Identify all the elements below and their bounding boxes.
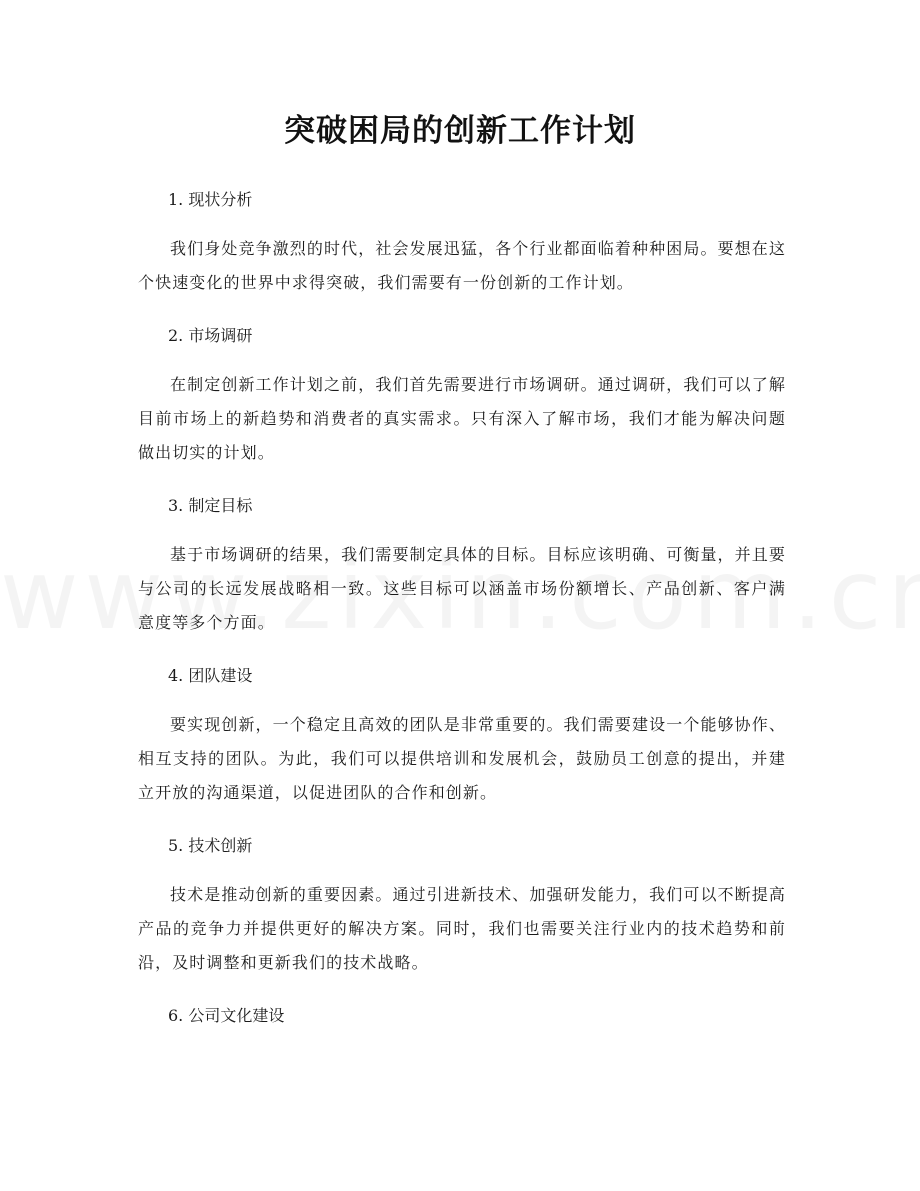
section-heading-5: 5. 技术创新: [168, 836, 253, 855]
section-heading-1: 1. 现状分析: [168, 190, 253, 209]
section-heading-6: 6. 公司文化建设: [168, 1006, 285, 1025]
section-heading-2: 2. 市场调研: [168, 326, 253, 345]
document-title: 突破困局的创新工作计划: [284, 113, 636, 149]
section-body-4: 要实现创新，一个稳定且高效的团队是非常重要的。我们需要建设一个能够协作、相互支持的团队。为此，我们可以提供培训和发展机会，鼓励员工创意的提出，并建立开放的沟通渠道，以促进团队的合作和创新。: [138, 715, 786, 802]
section-body-5: 技术是推动创新的重要因素。通过引进新技术、加强研发能力，我们可以不断提高产品的竞争力并提供更好的解决方案。同时，我们也需要关注行业内的技术趋势和前沿，及时调整和更新我们的技术战略。: [138, 885, 786, 972]
section-body-3: 基于市场调研的结果，我们需要制定具体的目标。目标应该明确、可衡量，并且要与公司的长远发展战略相一致。这些目标可以涵盖市场份额增长、产品创新、客户满意度等多个方面。: [138, 545, 786, 632]
section-heading-4: 4. 团队建设: [168, 666, 253, 685]
section-body-2: 在制定创新工作计划之前，我们首先需要进行市场调研。通过调研，我们可以了解目前市场上的新趋势和消费者的真实需求。只有深入了解市场，我们才能为解决问题做出切实的计划。: [138, 375, 786, 462]
section-heading-3: 3. 制定目标: [168, 496, 253, 515]
section-body-1: 我们身处竞争激烈的时代，社会发展迅猛，各个行业都面临着种种困局。要想在这个快速变化的世界中求得突破，我们需要有一份创新的工作计划。: [138, 239, 786, 292]
